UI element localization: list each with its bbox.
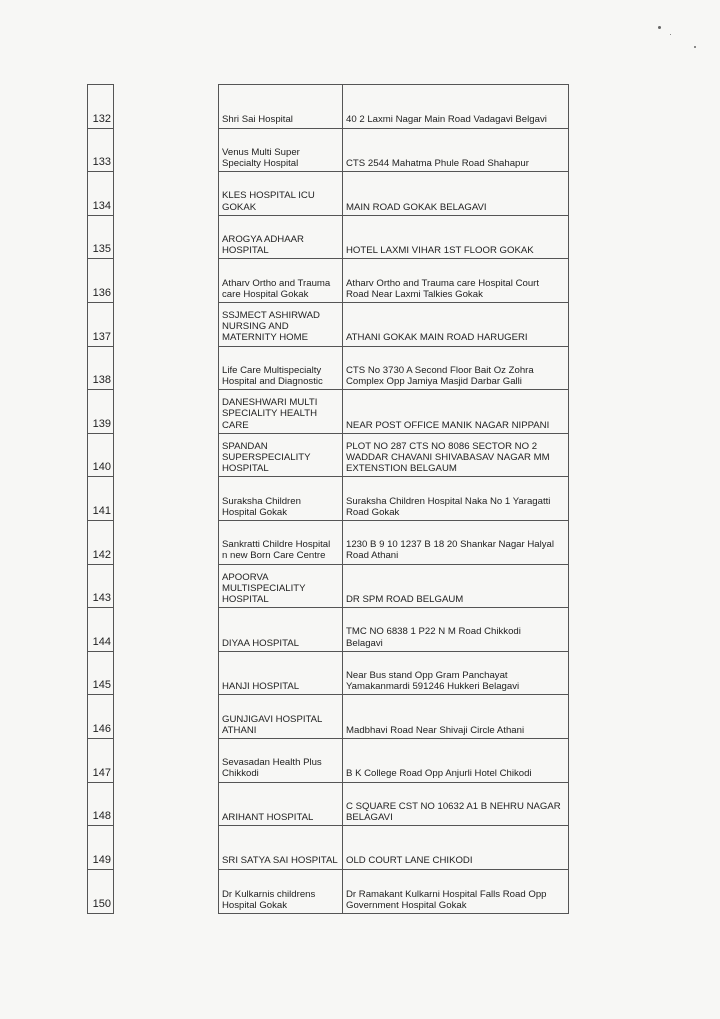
table-row [219, 347, 568, 391]
hospital-address-cell [343, 216, 568, 259]
hospital-name: KLES HOSPITAL ICU GOKAK [222, 190, 315, 213]
hospital-address-cell [343, 608, 568, 651]
serial-number-column [87, 84, 114, 914]
hospital-address: CTS 2544 Mahatma Phule Road Shahapur [346, 157, 529, 169]
hospital-address-cell [343, 695, 568, 738]
hospital-name-cell [219, 870, 343, 914]
hospital-name-cell [219, 826, 343, 869]
hospital-address-cell [343, 783, 568, 826]
serial-number-cell: 138 [88, 347, 113, 391]
table-row [219, 172, 568, 216]
hospital-address: 40 2 Laxmi Nagar Main Road Vadagavi Belgavi [346, 114, 547, 126]
hospital-name-cell [219, 565, 343, 608]
table-row [219, 477, 568, 521]
hospital-address-cell [343, 172, 568, 215]
table-row [219, 870, 568, 914]
table-row [219, 129, 568, 173]
table-row [219, 85, 568, 129]
hospital-address-cell [343, 85, 568, 128]
serial-number-cell: 132 [88, 85, 113, 129]
table-row [219, 521, 568, 565]
hospital-name: GUNJIGAVI HOSPITAL ATHANI [222, 713, 323, 736]
hospital-name: SSJMECT ASHIRWAD NURSING AND MATERNITY HOME [222, 309, 320, 344]
hospital-name: Atharv Ortho and Trauma care Hospital Gokak [222, 277, 331, 300]
serial-number-cell: 143 [88, 565, 113, 609]
hospital-name: SRI SATYA SAI HOSPITAL [222, 855, 338, 867]
serial-number-cell: 150 [92, 898, 111, 911]
table-row [219, 739, 568, 783]
hospital-address-cell [343, 347, 568, 390]
table-row [219, 303, 568, 347]
serial-number-cell: 139 [88, 390, 113, 434]
hospital-name: Sevasadan Health Plus Chikkodi [222, 757, 322, 780]
hospital-name: SPANDAN SUPERSPECIALITY HOSPITAL [222, 440, 311, 475]
hospital-name-cell [219, 652, 343, 695]
serial-number-cell: 142 [88, 521, 113, 565]
hospital-address: Dr Ramakant Kulkarni Hospital Falls Road Opp Government Hospital Gokak [346, 888, 547, 912]
hospital-address-cell [343, 739, 568, 782]
hospital-address: B K College Road Opp Anjurli Hotel Chikodi [346, 768, 532, 780]
hospital-address: MAIN ROAD GOKAK BELAGAVI [346, 201, 487, 213]
hospital-name: Sankratti Childre Hospital n new Born Care Centre [222, 539, 331, 562]
hospital-address: Madbhavi Road Near Shivaji Circle Athani [346, 724, 525, 736]
table-row [219, 783, 568, 827]
hospital-address-cell [343, 870, 568, 914]
hospital-address: PLOT NO 287 CTS NO 8086 SECTOR NO 2 WADDAR CHAVANI SHIVABASAV NAGAR MM EXTENSTION BELGAUM [346, 440, 550, 475]
serial-number-cell: 135 [88, 216, 113, 260]
hospital-name: ARIHANT HOSPITAL [222, 811, 314, 823]
hospital-name-cell [219, 695, 343, 738]
hospital-name: HANJI HOSPITAL [222, 681, 300, 693]
table-row [219, 259, 568, 303]
hospital-address: TMC NO 6838 1 P22 N M Road Chikkodi Belagavi [346, 626, 521, 649]
hospital-address-cell [343, 434, 568, 477]
hospital-address: C SQUARE CST NO 10632 A1 B NEHRU NAGAR BELAGAVI [346, 800, 561, 823]
table-row [219, 216, 568, 260]
hospital-table [218, 84, 569, 914]
serial-number-cell: 148 [88, 783, 113, 827]
serial-number-cell: 146 [88, 695, 113, 739]
hospital-name: APOORVA MULTISPECIALITY HOSPITAL [222, 571, 306, 605]
hospital-name: DIYAA HOSPITAL [222, 637, 299, 649]
table-row [219, 608, 568, 652]
serial-number-cell: 137 [88, 303, 113, 347]
hospital-address: ATHANI GOKAK MAIN ROAD HARUGERI [346, 332, 528, 344]
hospital-name-cell [219, 608, 343, 651]
hospital-name: Venus Multi Super Specialty Hospital [222, 146, 300, 169]
hospital-name-cell [219, 521, 343, 564]
hospital-name-cell [219, 172, 343, 215]
hospital-address: 1230 B 9 10 1237 B 18 20 Shankar Nagar Halyal Road Athani [346, 539, 555, 562]
hospital-address-cell [343, 477, 568, 520]
hospital-name: DANESHWARI MULTI SPECIALITY HEALTH CARE [222, 397, 318, 431]
serial-number-cell: 133 [88, 129, 113, 173]
hospital-address: OLD COURT LANE CHIKODI [346, 855, 473, 867]
hospital-name-cell [219, 347, 343, 390]
hospital-address-cell [343, 826, 568, 869]
serial-number-cell: 147 [88, 739, 113, 783]
serial-number-cell: 136 [88, 259, 113, 303]
serial-number-cell: 134 [88, 172, 113, 216]
table-row [219, 434, 568, 478]
table-row [219, 565, 568, 609]
hospital-address: Suraksha Children Hospital Naka No 1 Yaragatti Road Gokak [346, 495, 551, 518]
hospital-address: CTS No 3730 A Second Floor Bait Oz Zohra Complex Opp Jamiya Masjid Darbar Galli [346, 364, 534, 387]
table-row [219, 826, 568, 870]
hospital-name: Dr Kulkarnis childrens Hospital Gokak [222, 888, 316, 912]
serial-number-cell: 145 [88, 652, 113, 696]
hospital-name-cell [219, 216, 343, 259]
hospital-name-cell [219, 390, 343, 433]
hospital-name-cell [219, 783, 343, 826]
table-row [219, 652, 568, 696]
hospital-name: Life Care Multispecialty Hospital and Diagnostic [222, 364, 323, 387]
table-row [219, 695, 568, 739]
scan-speck [658, 26, 661, 29]
hospital-address: NEAR POST OFFICE MANIK NAGAR NIPPANI [346, 419, 550, 431]
hospital-address: DR SPM ROAD BELGAUM [346, 593, 464, 605]
serial-number-cell: 141 [88, 477, 113, 521]
hospital-name-cell [219, 129, 343, 172]
hospital-address-cell [343, 565, 568, 608]
table-row [219, 390, 568, 434]
hospital-address-cell [343, 129, 568, 172]
hospital-address-cell [343, 521, 568, 564]
serial-number-cell: 144 [88, 608, 113, 652]
scan-speck [670, 34, 671, 35]
hospital-name: Suraksha Children Hospital Gokak [222, 495, 301, 518]
serial-number-cell: 149 [88, 826, 113, 870]
hospital-address-cell [343, 303, 568, 346]
hospital-name-cell [219, 434, 343, 477]
hospital-address: Atharv Ortho and Trauma care Hospital Court Road Near Laxmi Talkies Gokak [346, 277, 540, 300]
serial-number-cell: 140 [88, 434, 113, 478]
scan-speck [694, 46, 696, 48]
hospital-address-cell [343, 652, 568, 695]
hospital-name: Shri Sai Hospital [222, 114, 293, 126]
hospital-address: HOTEL LAXMI VIHAR 1ST FLOOR GOKAK [346, 245, 534, 257]
hospital-name-cell [219, 259, 343, 302]
hospital-name-cell [219, 739, 343, 782]
hospital-address: Near Bus stand Opp Gram Panchayat Yamakanmardi 591246 Hukkeri Belagavi [346, 669, 520, 693]
hospital-address-cell [343, 390, 568, 433]
hospital-name-cell [219, 303, 343, 346]
hospital-name-cell [219, 477, 343, 520]
hospital-name-cell [219, 85, 343, 128]
hospital-name: AROGYA ADHAAR HOSPITAL [222, 233, 304, 257]
hospital-address-cell [343, 259, 568, 302]
